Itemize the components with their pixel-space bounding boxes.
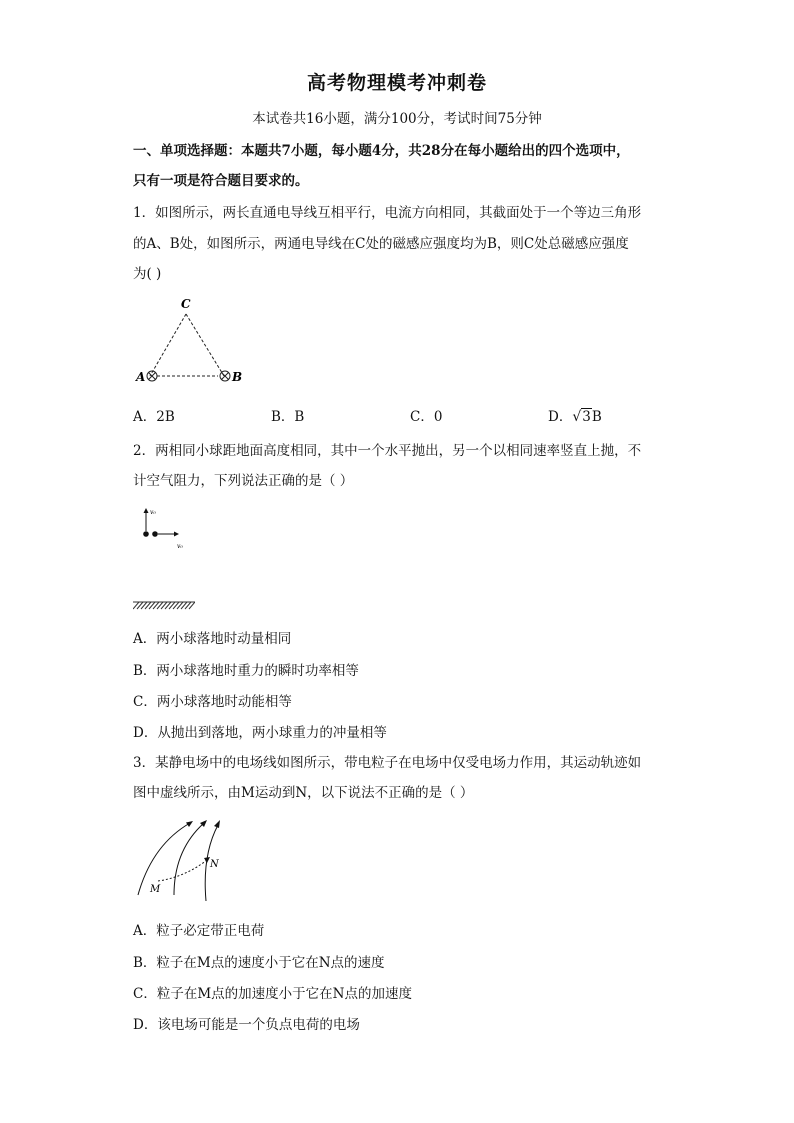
- q1-option-d-prefix: D．: [548, 409, 573, 425]
- label-c: C: [181, 297, 191, 311]
- arrow-up-icon: [144, 508, 149, 513]
- q1-option-d[interactable]: [548, 405, 602, 425]
- field-arrow-icon-1: [186, 821, 193, 827]
- q1-option-d-suffix: B: [591, 409, 602, 425]
- q2-option-b[interactable]: B．两小球落地时重力的瞬时功率相等: [133, 663, 359, 679]
- q1-option-a[interactable]: A．2B: [133, 409, 175, 425]
- label-n: N: [210, 859, 219, 870]
- q3-electric-field-figure: [130, 815, 230, 905]
- q1-option-b[interactable]: B．B: [271, 409, 305, 425]
- q3-option-a[interactable]: A．粒子必定带正电荷: [133, 923, 265, 939]
- label-v0-right: v₀: [177, 543, 183, 550]
- q1-triangle-figure: [130, 292, 250, 392]
- q2-text-line2: 计空气阻力，下列说法正确的是（ ）: [133, 473, 354, 489]
- q1-text-line1: 1．如图所示，两长直通电导线互相平行，电流方向相同，其截面处于一个等边三角形: [133, 205, 642, 221]
- label-v0-up: v₀: [150, 509, 156, 516]
- current-into-page-icon-b: [220, 371, 230, 381]
- ball-left: [143, 531, 149, 537]
- q3-option-b[interactable]: B．粒子在M点的速度小于它在N点的速度: [133, 955, 385, 971]
- label-b: B: [232, 370, 243, 384]
- trajectory-path: [158, 860, 207, 881]
- label-a: A: [136, 370, 146, 384]
- q2-option-a[interactable]: A．两小球落地时动量相同: [133, 631, 292, 647]
- field-arrow-icon-3: [214, 820, 220, 828]
- q1-option-d-radicand: 3: [582, 409, 591, 425]
- ball-right: [152, 531, 158, 537]
- q3-text-line1: 3．某静电场中的电场线如图所示，带电粒子在电场中仅受电场力作用，其运动轨迹如: [133, 755, 642, 771]
- q2-option-c[interactable]: C．两小球落地时动能相等: [133, 694, 292, 710]
- section-heading-line1: 一、单项选择题：本题共7小题，每小题4分，共28分在每小题给出的四个选项中，: [133, 143, 630, 159]
- q1-text-line2: 的A、B处，如图所示，两通电导线在C处的磁感应强度均为B，则C处总磁感应强度: [133, 236, 629, 252]
- label-m: M: [150, 884, 161, 895]
- arrow-right-icon: [174, 532, 179, 537]
- q2-projectile-figure: [138, 502, 198, 554]
- section-heading-line2: 只有一项是符合题目要求的。: [133, 173, 309, 189]
- q1-text-line3: 为( ): [133, 266, 162, 282]
- ground-hatch-icon: [133, 601, 195, 611]
- q3-option-c[interactable]: C．粒子在M点的加速度小于它在N点的加速度: [133, 986, 412, 1002]
- q3-option-d[interactable]: D．该电场可能是一个负点电荷的电场: [133, 1017, 360, 1033]
- page-title: 高考物理模考冲刺卷: [306, 72, 487, 94]
- q3-text-line2: 图中虚线所示，由M运动到N，以下说法不正确的是（ ）: [133, 785, 474, 801]
- exam-info: 本试卷共16小题，满分100分，考试时间75分钟: [252, 111, 542, 127]
- q2-text-line1: 2．两相同小球距地面高度相同，其中一个水平抛出，另一个以相同速率竖直上抛，不: [133, 443, 642, 459]
- q2-option-d[interactable]: D．从抛出到落地，两小球重力的冲量相等: [133, 725, 387, 741]
- q1-option-c[interactable]: C．0: [410, 409, 443, 425]
- sqrt-icon: √: [572, 409, 582, 425]
